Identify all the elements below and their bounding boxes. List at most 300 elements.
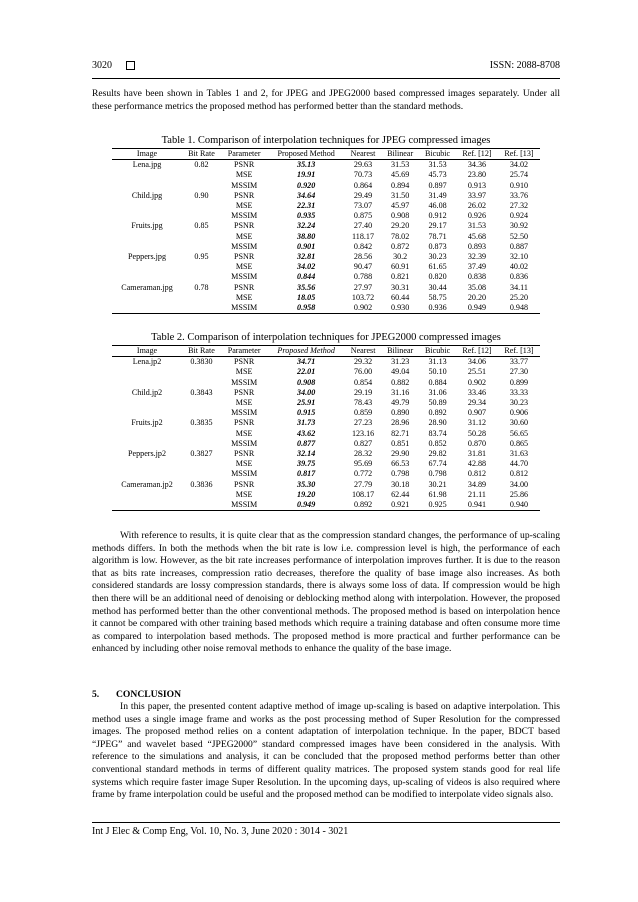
section-title: CONCLUSION [116, 689, 182, 700]
cell-param: MSSIM [231, 241, 258, 251]
cell-bicubic: 30.23 [428, 252, 447, 262]
cell-nearest: 0.892 [345, 500, 381, 511]
cell-ref13: 0.812 [509, 469, 529, 479]
cell-bilinear: 82.71 [391, 428, 410, 438]
cell-image [112, 439, 182, 449]
cell-bilinear: 31.23 [391, 357, 410, 367]
cell-nearest: 0.902 [345, 303, 381, 314]
cell-ref13: 27.32 [509, 201, 529, 211]
cell-bitrate [182, 367, 221, 377]
table-row [112, 293, 540, 303]
cell-bilinear: 60.91 [391, 262, 410, 272]
cell-image [112, 408, 182, 418]
cell-bitrate: 0.82 [194, 160, 209, 170]
cell-param: PSNR [233, 479, 255, 489]
table-row [112, 418, 540, 428]
cell-nearest: 27.40 [353, 221, 373, 231]
cell-bilinear: 45.97 [391, 201, 410, 211]
cell-bitrate: 0.90 [194, 190, 209, 200]
cell-image: Child.jp2 [131, 387, 163, 397]
cell-ref13: 25.74 [509, 170, 529, 180]
cell-param: PSNR [234, 190, 255, 200]
col-image: Image [112, 149, 182, 160]
cell-bitrate [182, 293, 221, 303]
cell-bicubic: 61.98 [428, 489, 447, 499]
table-row [112, 191, 540, 201]
cell-param: PSNR [234, 221, 255, 231]
cell-ref13: 0.836 [509, 272, 529, 282]
cell-bicubic: 31.13 [428, 357, 447, 367]
cell-image: Lena.jp2 [132, 357, 162, 367]
table-row [112, 232, 540, 242]
cell-bicubic: 28.90 [428, 418, 447, 428]
cell-ref13: 0.899 [509, 377, 529, 387]
cell-bicubic: 78.71 [428, 231, 447, 241]
cell-proposed: 0.935 [297, 211, 316, 221]
cell-proposed: 38.80 [297, 231, 316, 241]
cell-bitrate: 0.78 [194, 282, 209, 292]
cell-ref13: 33.33 [509, 387, 529, 397]
cell-bitrate: 0.3830 [190, 357, 213, 367]
cell-image [112, 293, 182, 303]
cell-proposed: 34.02 [297, 262, 316, 272]
cell-nearest: 0.827 [353, 438, 373, 448]
cell-ref12: 0.949 [456, 303, 498, 314]
cell-nearest: 76.00 [353, 367, 373, 377]
cell-proposed: 32.14 [297, 449, 316, 459]
cell-bitrate [182, 272, 221, 282]
cell-bitrate: 0.3827 [190, 449, 213, 459]
cell-bilinear: 60.44 [391, 292, 410, 302]
table1 [112, 148, 540, 314]
discussion-paragraph: With reference to results, it is quite clear that as the compression standard changes, the performance of up-scaling methods differs. In both the methods when the bit rate is low i.e. compression level is high, the performance of each algorithm is low. However, as the bit rate increases performance of interpolation improves further. It is due to the reason that as bits rate increases, compression ratio decreases, therefore the quality of base image also increases. As both considered standards are lossy compression standards, there is always some loss of data. If compression would be high then there will be an additional need of denoising or deblocking method along with interpolation. However, the proposed method has performed better than the other conventional methods. The proposed method is based on interpolation hence it cannot be compared with other training based methods which require a training database and often consume more time as compared to interpolation based methods. The proposed method is more practical and further performance can be enhanced by including other noise removal methods to enhance the quality of the base image. [92, 530, 560, 655]
cell-bicubic: 0.912 [428, 211, 447, 221]
cell-ref12: 0.870 [467, 438, 487, 448]
cell-bicubic: 0.897 [428, 180, 447, 190]
page-footer: Int J Elec & Comp Eng, Vol. 10, No. 3, June 2020 : 3014 - 3021 [92, 826, 349, 837]
cell-ref12: 34.89 [467, 479, 487, 489]
cell-nearest: 70.73 [353, 170, 373, 180]
table-row [112, 357, 540, 368]
cell-bitrate [182, 429, 221, 439]
cell-param: PSNR [233, 357, 255, 367]
cell-param: MSSIM [231, 180, 258, 190]
table-row [112, 211, 540, 221]
cell-proposed: 32.81 [297, 252, 316, 262]
cell-bicubic: 45.73 [428, 170, 447, 180]
cell-ref13: 40.02 [509, 262, 529, 272]
cell-image: Peppers.jpg [128, 252, 167, 262]
cell-param: PSNR [234, 160, 255, 170]
cell-bilinear: 31.53 [391, 160, 410, 170]
table2 [112, 345, 540, 511]
cell-param: MSSIM [231, 408, 258, 418]
cell-bitrate [182, 500, 221, 511]
table2-caption: Table 2. Comparison of interpolation techniques for JPEG2000 compressed images [151, 332, 501, 343]
cell-ref12: 23.80 [467, 170, 487, 180]
cell-bicubic: 61.65 [428, 262, 447, 272]
cell-bicubic: 30.21 [428, 479, 447, 489]
cell-image [112, 378, 182, 388]
footer-rule [92, 822, 560, 823]
cell-image [112, 429, 182, 439]
cell-ref12: 25.51 [467, 367, 487, 377]
table-row [112, 181, 540, 191]
table-row [112, 500, 540, 511]
cell-ref13: 30.92 [509, 221, 529, 231]
cell-image [112, 490, 182, 500]
cell-bitrate [182, 378, 221, 388]
cell-ref12: 34.06 [467, 357, 487, 367]
cell-proposed: 31.73 [297, 418, 316, 428]
cell-nearest: 78.43 [353, 398, 373, 408]
cell-nearest: 27.97 [353, 282, 373, 292]
cell-proposed: 34.71 [297, 357, 316, 367]
cell-nearest: 29.19 [353, 387, 373, 397]
cell-bicubic: 31.53 [428, 160, 447, 170]
col-ref13: Ref. [13] [498, 149, 540, 160]
cell-bilinear: 49.79 [391, 398, 410, 408]
cell-image [112, 469, 182, 479]
table-row [112, 480, 540, 490]
cell-bitrate [182, 469, 221, 479]
cell-ref13: 34.00 [509, 479, 529, 489]
cell-image [112, 303, 182, 314]
cell-bicubic: 31.06 [428, 387, 447, 397]
cell-nearest: 0.842 [353, 241, 373, 251]
cell-ref12: 37.49 [467, 262, 487, 272]
table-row [112, 242, 540, 252]
cell-param: MSE [235, 262, 253, 272]
cell-image: Cameraman.jpg [121, 282, 173, 292]
cell-ref13: 31.63 [509, 449, 529, 459]
cell-image [112, 500, 182, 511]
cell-bitrate [182, 398, 221, 408]
cell-image: Lena.jpg [132, 160, 162, 170]
cell-image [112, 201, 182, 211]
table-row [112, 221, 540, 231]
cell-ref12: 31.81 [467, 449, 487, 459]
cell-bilinear: 31.16 [391, 387, 410, 397]
cell-param: MSE [235, 201, 253, 211]
cell-bitrate [182, 170, 221, 180]
cell-bilinear: 0.930 [381, 303, 419, 314]
cell-bitrate [182, 262, 221, 272]
cell-bilinear: 29.20 [391, 221, 410, 231]
col-proposed: Proposed Method [267, 149, 344, 160]
cell-nearest: 28.32 [353, 449, 373, 459]
cell-bilinear: 29.90 [391, 449, 410, 459]
cell-ref13: 27.30 [509, 367, 529, 377]
cell-proposed: 19.20 [297, 489, 316, 499]
cell-ref12: 29.34 [467, 398, 487, 408]
cell-bicubic: 0.820 [428, 272, 447, 282]
table-row [112, 262, 540, 272]
cell-ref12: 0.902 [467, 377, 487, 387]
cell-param: PSNR [233, 449, 255, 459]
cell-bicubic: 30.44 [428, 282, 447, 292]
cell-nearest: 0.788 [353, 272, 373, 282]
cell-image [112, 367, 182, 377]
conclusion-heading [92, 689, 181, 700]
cell-bilinear: 0.872 [391, 241, 410, 251]
cell-bicubic: 31.49 [428, 190, 447, 200]
cell-ref13: 25.86 [509, 489, 529, 499]
square-icon [126, 61, 135, 70]
col-bicubic: Bicubic [419, 346, 456, 357]
cell-nearest: 73.07 [353, 201, 373, 211]
col-bilinear: Bilinear [381, 149, 419, 160]
table-row [112, 490, 540, 500]
cell-bicubic: 29.82 [428, 449, 447, 459]
table-row [112, 303, 540, 314]
cell-proposed: 22.31 [297, 201, 316, 211]
cell-param: PSNR [233, 387, 255, 397]
cell-ref12: 35.08 [467, 282, 487, 292]
cell-image [112, 272, 182, 282]
cell-bicubic: 58.75 [428, 292, 447, 302]
table-row [112, 201, 540, 211]
table-row [112, 367, 540, 377]
cell-bitrate [182, 303, 221, 314]
page-header [92, 60, 560, 74]
header-rule [92, 78, 560, 79]
cell-nearest: 27.23 [353, 418, 373, 428]
cell-bitrate [182, 408, 221, 418]
cell-bicubic: 0.925 [419, 500, 456, 511]
table-row [112, 408, 540, 418]
col-nearest: Nearest [345, 149, 381, 160]
table-row [112, 398, 540, 408]
col-bitrate: Bit Rate [182, 149, 221, 160]
cell-image: Fruits.jpg [131, 221, 163, 231]
cell-ref13: 33.76 [509, 190, 529, 200]
cell-bicubic: 50.89 [428, 398, 447, 408]
table-row [112, 378, 540, 388]
conclusion-paragraph: In this paper, the presented content adaptive method of image up-scaling is based on adaptive interpolation. This method uses a single image frame and works as the post processing method of Super Resolution for the compressed images. The proposed method relies on a content adaptation of interpolation technique. In the paper, BDCT based “JPEG” and wavelet based “JPEG2000” standard compressed images have been considered in the analysis. With reference to the simulations and analysis, it can be concluded that the proposed method performs better than other conventional standard methods in terms of different quality matrices. The proposed system stands good for real life systems which require faster image Super Resolution. In the upcoming days, up-scaling of videos is also required where frame by frame interpolation could be useful and the proposed method can be modified to interpolate video signals also. [92, 701, 560, 801]
cell-param: MSSIM [231, 469, 258, 479]
cell-bilinear: 0.851 [391, 438, 410, 448]
table-row [112, 170, 540, 180]
cell-param: MSE [235, 170, 253, 180]
cell-nearest: 0.859 [353, 408, 373, 418]
cell-bicubic: 0.936 [419, 303, 456, 314]
cell-image [112, 398, 182, 408]
cell-nearest: 29.32 [353, 357, 373, 367]
table-row [112, 429, 540, 439]
cell-proposed: 35.30 [297, 479, 316, 489]
cell-ref12: 33.97 [467, 190, 487, 200]
cell-bicubic: 0.873 [428, 241, 447, 251]
cell-image: Fruits.jp2 [131, 418, 163, 428]
cell-bilinear: 30.2 [393, 252, 408, 262]
cell-proposed: 19.91 [297, 170, 316, 180]
col-nearest: Nearest [345, 346, 381, 357]
cell-image [112, 211, 182, 221]
table1-caption: Table 1. Comparison of interpolation techniques for JPEG compressed images [161, 135, 491, 146]
cell-param: MSE [235, 398, 253, 408]
cell-ref13: 30.60 [509, 418, 529, 428]
table-row [112, 459, 540, 469]
cell-bicubic: 0.852 [428, 438, 447, 448]
table-row [112, 388, 540, 398]
table-row [112, 160, 540, 171]
cell-ref13: 52.50 [509, 231, 529, 241]
cell-bicubic: 83.74 [428, 428, 447, 438]
cell-ref12: 26.02 [467, 201, 487, 211]
cell-proposed: 34.64 [297, 190, 316, 200]
cell-proposed: 0.949 [267, 500, 345, 511]
page-number: 3020 [92, 60, 112, 71]
cell-nearest: 0.854 [353, 377, 373, 387]
cell-nearest: 28.56 [353, 252, 373, 262]
issn: ISSN: 2088-8708 [489, 60, 560, 71]
cell-proposed: 0.844 [297, 272, 316, 282]
cell-proposed: 35.13 [297, 160, 316, 170]
cell-bitrate [182, 211, 221, 221]
cell-image [112, 181, 182, 191]
cell-bitrate: 0.3836 [190, 479, 213, 489]
cell-bicubic: 0.892 [428, 408, 447, 418]
cell-proposed: 0.915 [297, 408, 316, 418]
col-parameter: Parameter [221, 149, 268, 160]
cell-param: MSE [235, 459, 253, 469]
cell-ref12: 31.12 [467, 418, 487, 428]
col-image: Image [112, 346, 182, 357]
cell-param: MSE [235, 367, 253, 377]
cell-nearest: 27.79 [353, 479, 373, 489]
cell-proposed: 35.56 [297, 282, 316, 292]
cell-ref13: 30.23 [509, 398, 529, 408]
cell-bitrate [182, 459, 221, 469]
cell-bitrate: 0.85 [194, 221, 209, 231]
cell-ref13: 34.11 [510, 282, 528, 292]
cell-ref12: 34.36 [467, 160, 487, 170]
col-ref13: Ref. [13] [498, 346, 540, 357]
cell-nearest: 123.16 [351, 428, 375, 438]
cell-bitrate [182, 232, 221, 242]
cell-ref12: 0.913 [467, 180, 487, 190]
col-ref12: Ref. [12] [456, 346, 498, 357]
table2-header-row [112, 346, 540, 357]
cell-param: PSNR [234, 282, 255, 292]
table1-header-row [112, 149, 540, 160]
cell-ref12: 0.926 [467, 211, 487, 221]
cell-image: Cameraman.jp2 [121, 479, 173, 489]
cell-ref12: 20.20 [467, 292, 487, 302]
col-bicubic: Bicubic [419, 149, 456, 160]
cell-ref13: 33.77 [509, 357, 529, 367]
cell-param: MSE [235, 489, 253, 499]
cell-nearest: 95.69 [353, 459, 373, 469]
cell-bilinear: 0.821 [391, 272, 410, 282]
cell-param: MSE [235, 231, 253, 241]
cell-bilinear: 0.908 [391, 211, 410, 221]
cell-ref12: 0.812 [467, 469, 487, 479]
cell-bitrate [182, 201, 221, 211]
cell-param: MSSIM [231, 211, 258, 221]
cell-ref13: 0.865 [509, 438, 529, 448]
cell-ref13: 0.887 [509, 241, 529, 251]
cell-ref12: 45.68 [467, 231, 487, 241]
cell-nearest: 0.772 [353, 469, 373, 479]
cell-bilinear: 0.894 [391, 180, 410, 190]
cell-bitrate: 0.3843 [190, 387, 213, 397]
cell-bilinear: 49.04 [391, 367, 410, 377]
cell-bilinear: 31.50 [391, 190, 410, 200]
cell-ref12: 32.39 [467, 252, 487, 262]
cell-ref12: 0.838 [467, 272, 487, 282]
table-row [112, 283, 540, 293]
cell-ref12: 0.941 [456, 500, 498, 511]
cell-bitrate: 0.3835 [190, 418, 213, 428]
cell-ref12: 0.907 [467, 408, 487, 418]
cell-param: MSSIM [231, 272, 258, 282]
cell-nearest: 118.17 [352, 231, 374, 241]
cell-image [112, 262, 182, 272]
cell-nearest: 0.875 [353, 211, 373, 221]
cell-proposed: 0.908 [297, 377, 316, 387]
cell-proposed: 43.62 [297, 428, 316, 438]
cell-proposed: 0.817 [297, 469, 316, 479]
cell-nearest: 103.72 [351, 292, 375, 302]
cell-nearest: 0.864 [353, 180, 373, 190]
cell-param: PSNR [234, 252, 255, 262]
cell-nearest: 29.63 [353, 160, 373, 170]
table-row [112, 469, 540, 479]
section-number: 5. [92, 689, 100, 700]
cell-ref13: 0.940 [498, 500, 540, 511]
table-row [112, 272, 540, 282]
cell-ref12: 42.88 [467, 459, 487, 469]
cell-ref13: 44.70 [509, 459, 529, 469]
cell-image: Child.jpg [131, 190, 163, 200]
cell-param: PSNR [233, 418, 255, 428]
cell-nearest: 29.49 [353, 190, 373, 200]
cell-bicubic: 67.74 [428, 459, 447, 469]
cell-ref13: 56.65 [509, 428, 529, 438]
col-proposed: Proposed Method [267, 346, 345, 357]
cell-ref12: 50.28 [467, 428, 487, 438]
cell-bitrate [182, 490, 221, 500]
col-parameter: Parameter [221, 346, 267, 357]
cell-bilinear: 30.31 [391, 282, 410, 292]
cell-image [112, 232, 182, 242]
cell-proposed: 0.958 [267, 303, 344, 314]
cell-proposed: 0.901 [297, 241, 316, 251]
cell-image [112, 242, 182, 252]
cell-image: Peppers.jp2 [128, 449, 167, 459]
cell-proposed: 34.00 [297, 387, 316, 397]
col-bilinear: Bilinear [381, 346, 419, 357]
cell-param: MSSIM [231, 438, 258, 448]
cell-bicubic: 0.884 [428, 377, 447, 387]
cell-param: MSE [235, 428, 253, 438]
cell-bitrate [182, 242, 221, 252]
cell-ref12: 31.53 [467, 221, 487, 231]
cell-image [112, 170, 182, 180]
cell-ref13: 0.906 [509, 408, 529, 418]
table-row [112, 439, 540, 449]
cell-ref13: 0.910 [509, 180, 529, 190]
cell-bilinear: 78.02 [391, 231, 410, 241]
cell-ref13: 25.20 [509, 292, 529, 302]
table-row [112, 449, 540, 459]
table-row [112, 252, 540, 262]
cell-proposed: 32.24 [297, 221, 316, 231]
cell-bitrate: 0.95 [194, 252, 209, 262]
cell-bicubic: 50.10 [428, 367, 447, 377]
